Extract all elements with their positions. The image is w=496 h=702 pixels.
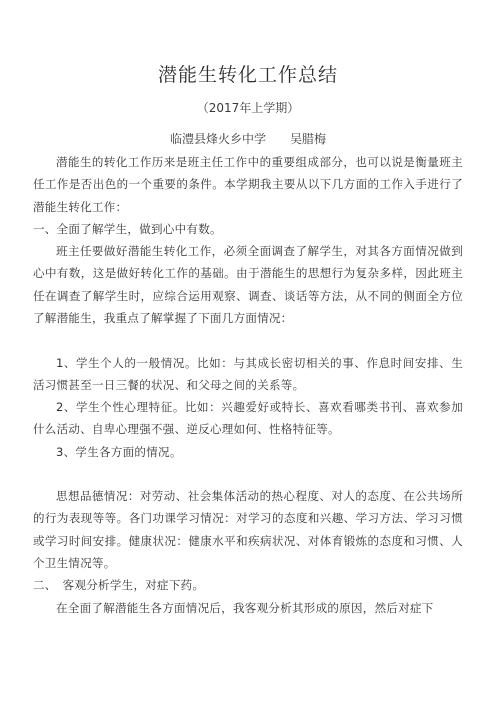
list-item-1: 1、学生个人的一般情况。比如：与其成长密切相关的事、作息时间安排、生活习惯甚至一日三餐的状况、和父母之间的关系等。 [33, 356, 463, 393]
document-subtitle: （2017年上学期） [196, 101, 300, 115]
intro-paragraph: 潜能生的转化工作历来是班主任工作中的重要组成部分，也可以说是衡量班主任工作是否出色的一个重要的条件。本学期我主要从以下几方面的工作入手进行了潜能生转化工作： [33, 155, 463, 214]
author-line: 临澧县烽火乡中学 吴腊梅 [169, 132, 326, 146]
section-2-paragraph: 在全面了解潜能生各方面情况后，我客观分析其形成的原因，然后对症下 [56, 601, 434, 615]
list-item-3: 3、学生各方面的情况。 [56, 445, 182, 459]
list-item-2: 2、学生个性心理特征。比如：兴趣爱好或特长、喜欢看哪类书刊、喜欢参加什么活动、自卑心理强不强、逆反心理如何、性格特征等。 [33, 400, 463, 437]
section-heading-2: 二、 客观分析学生，对症下药。 [33, 578, 205, 592]
document-title: 潜能生转化工作总结 [157, 64, 338, 86]
section-1-paragraph: 班主任要做好潜能生转化工作，必须全面调查了解学生，对其各方面情况做到心中有数，这是做好转化工作的基础。由于潜能生的思想行为复杂多样，因此班主任在调查了解学生时，应综合运用观察、调查、谈话等方法，从不同的侧面全方位了解潜能生，我重点了解掌握了下面几方面情况： [33, 244, 463, 325]
section-heading-1: 一、全面了解学生，做到心中有数。 [33, 222, 222, 236]
item-3-paragraph: 思想品德情况：对劳动、社会集体活动的热心程度、对人的态度、在公共场所的行为表现等等。各门功课学习情况：对学习的态度和兴趣、学习方法、学习习惯或学习时间安排。健康状况：健康水平和疾病状况、对体育锻炼的态度和习惯、人个卫生情况等。 [33, 489, 463, 570]
